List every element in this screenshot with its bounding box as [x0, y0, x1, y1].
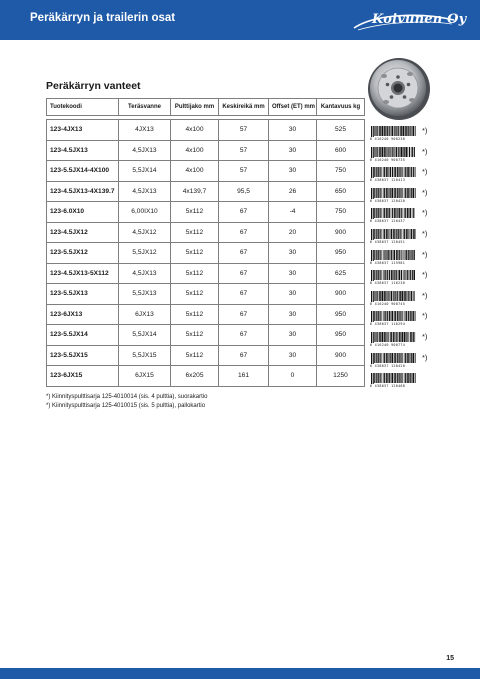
table-cell: 67: [219, 304, 269, 325]
table-cell: 5x112: [171, 263, 219, 284]
table-row: [47, 366, 365, 387]
section-title: Peräkärryn vanteet: [46, 80, 141, 92]
table-cell: 57: [219, 120, 269, 141]
table-row: [47, 140, 365, 161]
barcode-number: 6 438637 120420: [370, 198, 406, 203]
table-cell: 5x112: [171, 345, 219, 366]
table-row: [47, 202, 365, 223]
table-cell: 30: [269, 140, 317, 161]
table-cell: 950: [317, 243, 365, 264]
steel-wheel-rim-image: [366, 56, 432, 122]
barcode-number: 6 438637 120451: [370, 240, 406, 244]
barcode: [370, 371, 440, 391]
column-header: Teräsvanne: [119, 99, 171, 116]
table-cell: 67: [219, 243, 269, 264]
table-cell: 30: [269, 161, 317, 182]
table-cell: 750: [317, 161, 365, 182]
table-cell: 67: [219, 222, 269, 243]
page-number: 15: [446, 655, 454, 662]
barcode-icon: [370, 332, 416, 343]
table-cell: 30: [269, 120, 317, 141]
barcode-number: 6 438637 120437: [370, 219, 406, 224]
table-cell: 525: [317, 120, 365, 141]
barcode: [370, 165, 440, 185]
table-cell: 26: [269, 181, 317, 202]
barcode: [370, 227, 440, 247]
table-row: [47, 304, 365, 325]
table-row: [47, 284, 365, 305]
table-cell: 5,5JX14: [119, 325, 171, 346]
barcode-number: 6 438637 116294: [370, 322, 406, 327]
barcode-icon: [370, 147, 416, 158]
barcode: [370, 309, 440, 329]
barcode-icon: [370, 270, 416, 281]
table-cell: 4,5JX13: [119, 263, 171, 284]
column-header: Tuotekoodi: [47, 99, 119, 116]
footnote-marker: *): [422, 270, 428, 280]
table-cell: 5x112: [171, 304, 219, 325]
footnote-marker: *): [422, 352, 428, 362]
product-code-cell: 123-4.5JX13-4X139.7: [47, 181, 119, 202]
barcode: [370, 351, 440, 371]
product-code-cell: 123-4.5JX13-5X112: [47, 263, 119, 284]
footnote-marker: *): [422, 290, 428, 300]
footnote-marker: *): [422, 229, 428, 238]
table-cell: 67: [219, 325, 269, 346]
table-cell: 5x112: [171, 284, 219, 305]
table-cell: 750: [317, 202, 365, 223]
table-cell: 67: [219, 345, 269, 366]
table-cell: 625: [317, 263, 365, 284]
table-cell: 30: [269, 325, 317, 346]
footnote-marker: *): [422, 187, 428, 197]
table-cell: 5,5JX12: [119, 243, 171, 264]
barcode-number: 6 416240 900774: [370, 343, 406, 347]
barcode-icon: [370, 311, 416, 322]
table-cell: 5,5JX13: [119, 284, 171, 305]
column-header: Pulttijako mm: [171, 99, 219, 116]
product-code-cell: 123-5.5JX13: [47, 284, 119, 305]
product-code-cell: 123-5.5JX15: [47, 345, 119, 366]
header-title: Peräkärryn ja trailerin osat: [30, 12, 176, 24]
table-cell: 30: [269, 243, 317, 264]
table-cell: 57: [219, 140, 269, 161]
table-cell: 950: [317, 325, 365, 346]
table-cell: 30: [269, 304, 317, 325]
table-cell: 4x100: [171, 120, 219, 141]
barcode: [370, 186, 440, 206]
barcode: [370, 268, 440, 288]
footnote: *) Kiinnityspulttisarja 125-4010015 (sis. 5 pulttia), pallokartio: [46, 402, 206, 409]
table-cell: 600: [317, 140, 365, 161]
barcode: [370, 206, 440, 226]
product-code-cell: 123-4.5JX13: [47, 140, 119, 161]
table-cell: 5x112: [171, 325, 219, 346]
table-cell: 6x205: [171, 366, 219, 387]
table-cell: 6JX13: [119, 304, 171, 325]
table-cell: 5x112: [171, 243, 219, 264]
footnote-marker: *): [422, 249, 428, 259]
barcode: [370, 330, 440, 350]
barcode-icon: [370, 167, 416, 178]
table-cell: -4: [269, 202, 317, 223]
logo-text: Koivunen Oy: [372, 12, 467, 27]
table-cell: 900: [317, 222, 365, 243]
barcode-icon: [370, 229, 416, 240]
table-cell: 4JX13: [119, 120, 171, 141]
product-code-cell: 123-6JX13: [47, 304, 119, 325]
table-cell: 900: [317, 345, 365, 366]
table-cell: 950: [317, 304, 365, 325]
footnote-marker: *): [422, 311, 428, 321]
table-row: [47, 161, 365, 182]
barcode-number: 6 438637 120413: [370, 178, 406, 183]
product-code-cell: 123-5.5JX14-4X100: [47, 161, 119, 182]
product-code-cell: 123-5.5JX14: [47, 325, 119, 346]
barcode-icon: [370, 126, 416, 137]
barcode-icon: [370, 373, 416, 384]
page-header: [0, 0, 480, 40]
table-cell: 20: [269, 222, 317, 243]
table-cell: 650: [317, 181, 365, 202]
table-cell: 30: [269, 263, 317, 284]
barcode: [370, 145, 440, 165]
footnote-marker: *): [422, 167, 428, 177]
barcode-number: 6 438637 120468: [370, 384, 406, 389]
barcode-icon: [370, 291, 416, 302]
table-cell: 67: [219, 284, 269, 305]
barcode-number: 6 438637 116230: [370, 281, 406, 286]
table-row: [47, 243, 365, 264]
product-code-cell: 123-4.5JX12: [47, 222, 119, 243]
table-cell: 30: [269, 284, 317, 305]
table-row: [47, 263, 365, 284]
table-cell: 67: [219, 202, 269, 223]
company-logo: [350, 8, 467, 34]
table-cell: 161: [219, 366, 269, 387]
barcode-number: 6 416240 900745: [370, 301, 406, 306]
table-cell: 95,5: [219, 181, 269, 202]
table-cell: 5,5JX14: [119, 161, 171, 182]
table-cell: 5x112: [171, 202, 219, 223]
footnote-marker: *): [422, 146, 428, 156]
column-header: Offset (ET) mm: [269, 99, 317, 116]
table-cell: 0: [269, 366, 317, 387]
barcode: [370, 124, 440, 144]
table-cell: 900: [317, 284, 365, 305]
footnote-marker: *): [422, 208, 428, 218]
table-row: [47, 181, 365, 202]
column-header: Kantavuus kg: [317, 99, 365, 116]
rim-spec-table: [46, 98, 365, 387]
table-cell: 4,5JX12: [119, 222, 171, 243]
barcode-icon: [370, 188, 416, 199]
barcode: [370, 289, 440, 309]
table-row: [47, 120, 365, 141]
product-code-cell: 123-6JX15: [47, 366, 119, 387]
table-row: [47, 325, 365, 346]
table-row: [47, 345, 365, 366]
barcode-number: 6 438637 120420: [370, 363, 406, 368]
table-cell: 5x112: [171, 222, 219, 243]
table-cell: 4x139,7: [171, 181, 219, 202]
barcode-icon: [370, 353, 416, 364]
footnote-marker: *): [422, 126, 428, 135]
barcode-icon: [370, 250, 416, 261]
footnotes: [46, 393, 207, 410]
table-cell: 4x100: [171, 140, 219, 161]
barcode-number: 6 416240 900238: [370, 137, 406, 141]
barcode: [370, 248, 440, 268]
table-cell: 5,5JX15: [119, 345, 171, 366]
table-cell: 30: [269, 345, 317, 366]
barcode-number: 6 438637 115981: [370, 260, 406, 265]
table-cell: 57: [219, 161, 269, 182]
barcode-number: 6 416240 900735: [370, 157, 406, 162]
product-code-cell: 123-6.0X10: [47, 202, 119, 223]
table-row: [47, 222, 365, 243]
table-cell: 6JX15: [119, 366, 171, 387]
table-header-row: [47, 99, 365, 116]
product-code-cell: 123-4JX13: [47, 120, 119, 141]
barcode-icon: [370, 208, 416, 219]
footnote-marker: *): [422, 332, 428, 341]
column-header: Keskireikä mm: [219, 99, 269, 116]
table-cell: 4,5JX13: [119, 181, 171, 202]
footnote: *) Kiinnityspulttisarja 125-4010014 (sis. 4 pulttia), suorakartio: [46, 394, 208, 400]
table-cell: 6,00IX10: [119, 202, 171, 223]
product-code-cell: 123-5.5JX12: [47, 243, 119, 264]
page-footer-bar: [0, 668, 480, 679]
table-cell: 4,5JX13: [119, 140, 171, 161]
table-cell: 4x100: [171, 161, 219, 182]
table-cell: 67: [219, 263, 269, 284]
table-cell: 1250: [317, 366, 365, 387]
